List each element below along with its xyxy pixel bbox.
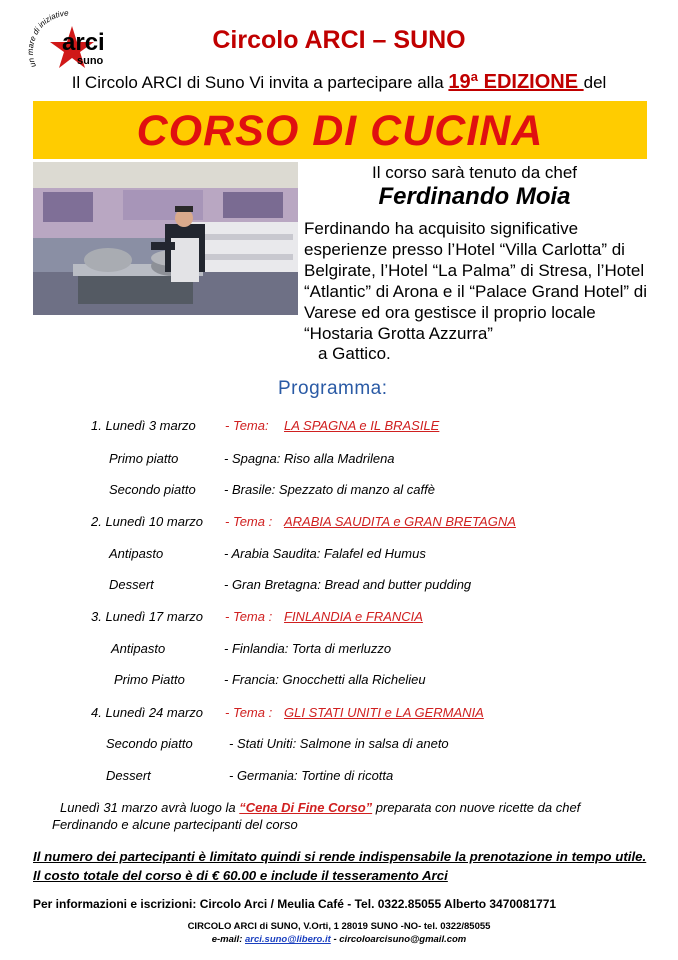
course-title: CORSO DI CUCINA [136,107,544,155]
lesson-2-theme: ARABIA SAUDITA e GRAN BRETAGNA [284,514,516,529]
chef-bio: Ferdinando ha acquisito significative esperienze presso l’Hotel “Villa Carlotta” di Belgirate, l’Hotel “La Palma” di Stresa, l’Hotel “Atlantic” di Arona e il “Palace Grand Hotel” di Varese ed ora gestisce il proprio locale “Hostaria Grotta Azzurra” [304,219,647,343]
lesson-4-theme: GLI STATI UNITI e LA GERMANIA [284,705,484,720]
chef-photo [33,162,298,315]
logo-tagline: un mare di iniziative [25,8,69,69]
lesson-1-course-2: Secondo piatto [109,482,196,497]
info-line: Per informazioni e iscrizioni: Circolo Arci / Meulia Café - Tel. 0322.85055 Alberto 3470081771 [33,897,557,911]
lesson-3-course-2: Primo Piatto [114,672,185,687]
lesson-2-date: 2. Lunedì 10 marzo [91,514,204,529]
edition-label: 19ª EDIZIONE [448,71,584,93]
lesson-1-course-1: Primo piatto [109,451,179,466]
participants-notice: Il numero dei partecipanti è limitato quindi si rende indispensabile la prenotazione in tempo utile. Il costo totale del corso è di € 60.00 e include il tesseramento Arci [33,849,647,883]
lesson-4-date: 4. Lunedì 24 marzo [91,705,204,720]
chef-name: Ferdinando Moia [378,183,571,210]
closing-dinner-highlight: “Cena Di Fine Corso” [239,800,373,815]
footer-contacts [0,934,678,945]
invite-line [0,71,678,94]
lesson-4-dish-1: - Stati Uniti: Salmone in salsa di aneto [229,736,449,751]
lesson-1-tema-label: - Tema: [225,418,269,433]
lesson-2-course-2: Dessert [109,577,154,592]
lesson-4-course-2: Dessert [106,768,151,783]
lesson-3-dish-2: - Francia: Gnocchetti alla Richelieu [224,672,426,687]
logo-city: suno [77,55,104,67]
email-link[interactable]: arci.suno@libero.it [245,934,331,945]
lesson-4-tema-label: - Tema : [225,705,273,720]
lesson-1-theme: LA SPAGNA e IL BRASILE [284,418,440,433]
email-label: e-mail: [211,934,245,945]
lesson-2-dish-1: - Arabia Saudita: Falafel ed Humus [224,546,426,561]
lesson-3-theme: FINLANDIA e FRANCIA [284,609,423,624]
lesson-2-tema-label: - Tema : [225,514,273,529]
lesson-3-date: 3. Lunedì 17 marzo [91,609,204,624]
lesson-1-dish-2: - Brasile: Spezzato di manzo al caffè [224,482,435,497]
footer-address: CIRCOLO ARCI di SUNO, V.Orti, 1 28019 SUNO -NO- tel. 0322/85055 [187,921,491,932]
email-2: circoloarcisuno@gmail.com [339,934,467,945]
chef-intro: Il corso sarà tenuto da chef [371,163,578,182]
lesson-3-tema-label: - Tema : [225,609,273,624]
lesson-2-course-1: Antipasto [109,546,164,561]
logo-brand: arci [62,29,105,56]
closing-after: preparata con nuove ricette da chef [372,800,581,815]
lesson-3-dish-1: - Finlandia: Torta di merluzzo [224,641,392,656]
invite-suffix: del [583,73,607,92]
closing-dinner-note [52,799,662,833]
page-title: Circolo ARCI – SUNO [212,26,466,54]
lesson-3-course-1: Antipasto [111,641,166,656]
lesson-2-dish-2: - Gran Bretagna: Bread and butter pudding [224,577,472,592]
lesson-1-date: 1. Lunedì 3 marzo [91,418,196,433]
invite-prefix: Il Circolo ARCI di Suno Vi invita a partecipare alla [71,73,449,92]
closing-line-2: Ferdinando e alcune partecipanti del corso [52,817,298,832]
lesson-4-course-1: Secondo piatto [106,736,193,751]
lesson-4-dish-2: - Germania: Tortine di ricotta [229,768,394,783]
email-separator: - [330,934,340,945]
closing-before: Lunedì 31 marzo avrà luogo la [60,800,240,815]
lesson-1-dish-1: - Spagna: Riso alla Madrilena [224,451,395,466]
program-title: Programma: [278,378,388,399]
chef-bio-last-line: a Gattico. [318,344,391,363]
